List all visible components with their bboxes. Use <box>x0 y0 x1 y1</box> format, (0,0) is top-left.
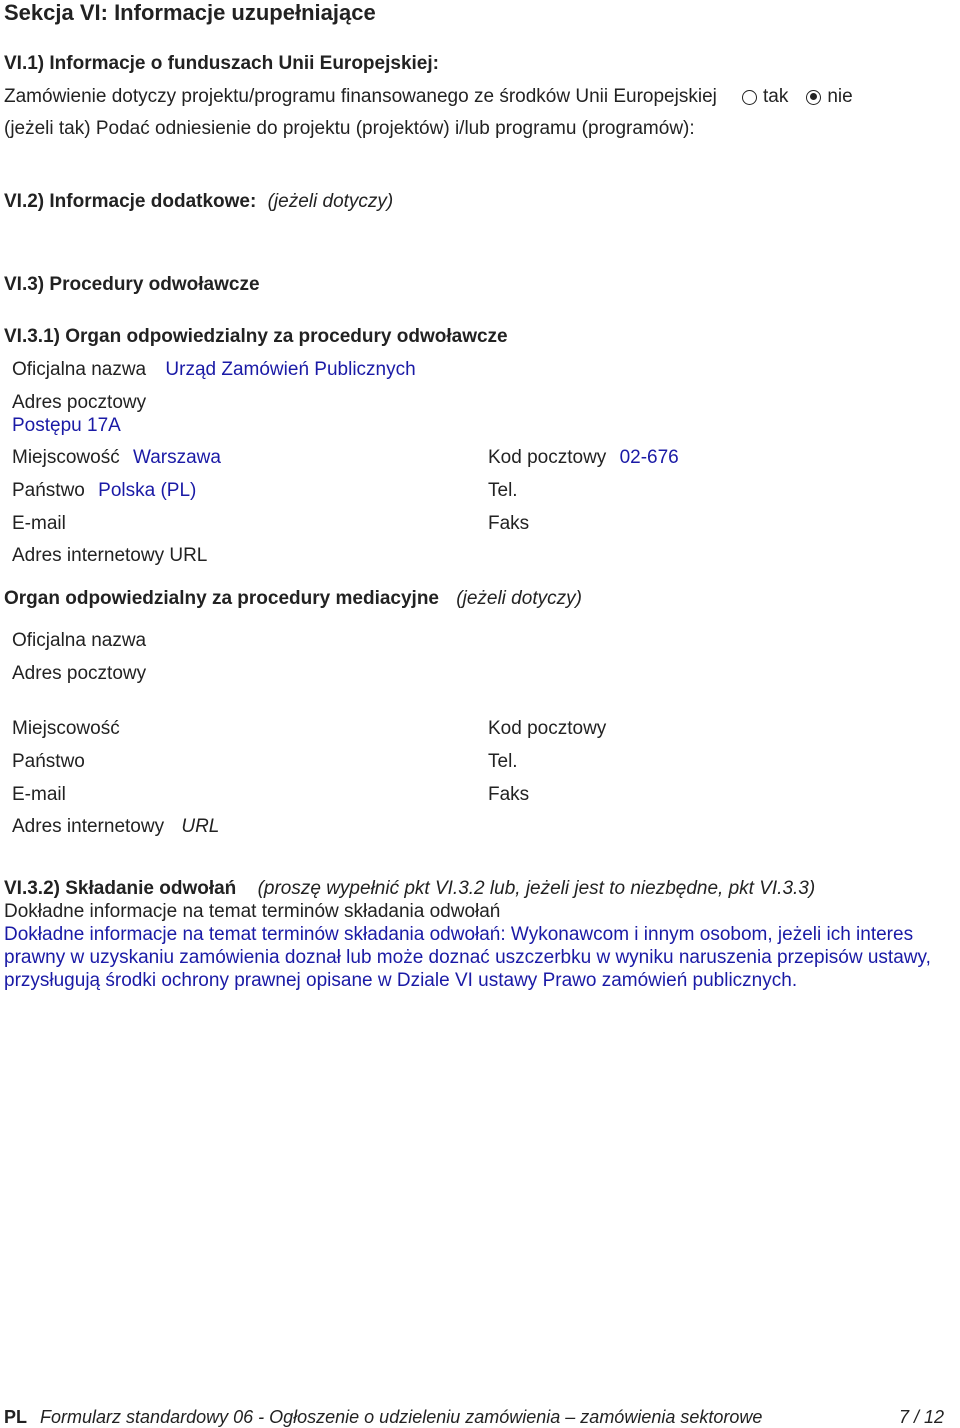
vi2-heading: VI.2) Informacje dodatkowe: <box>4 191 257 212</box>
footer-lang: PL <box>4 1407 28 1427</box>
vi2-note: (jeżeli dotyczy) <box>267 191 394 212</box>
footer-page-number: 7 / 12 <box>898 1407 944 1427</box>
postcode-row <box>488 447 679 470</box>
mediation-heading: Organ odpowiedzialny za procedury mediacyjne <box>4 588 439 609</box>
postcode-label: Kod pocztowy <box>488 447 607 468</box>
radio-yes[interactable] <box>742 90 757 105</box>
vi31-heading: VI.3.1) Organ odpowiedzialny za procedury odwoławcze <box>4 326 508 347</box>
official-name-label: Oficjalna nazwa <box>12 359 147 380</box>
country-label: Państwo <box>12 480 85 501</box>
vi32-details-value: Dokładne informacje na temat terminów składania odwołań: Wykonawcom i innym osobom, jeżeli ich interes prawny w uzyskaniu zamówienia doznał lub może doznać uszczerbku w wyniku naruszenia przepisów ustawy, przysługują środki ochrony prawnej opisane w Dziale VI ustawy Prawo zamówień publicznych. <box>4 924 931 991</box>
review-body-name-row <box>12 359 416 382</box>
mediation-note: (jeżeli dotyczy) <box>456 588 582 609</box>
radio-yes-label: tak <box>763 86 789 107</box>
mediation-country-label: Państwo <box>12 751 85 772</box>
city-row <box>12 447 221 470</box>
vi32-heading-row <box>4 878 815 901</box>
official-name-value: Urząd Zamówień Publicznych <box>165 359 416 380</box>
mediation-postcode-label: Kod pocztowy <box>488 718 607 739</box>
vi3-heading: VI.3) Procedury odwoławcze <box>4 274 260 295</box>
eu-funds-question: Zamówienie dotyczy projektu/programu finansowanego ze środków Unii Europejskiej <box>4 86 717 107</box>
postcode-value: 02-676 <box>619 447 679 468</box>
city-value: Warszawa <box>132 447 221 468</box>
vi2-row <box>4 191 393 214</box>
mediation-tel-label: Tel. <box>488 751 518 772</box>
page-footer <box>4 1407 944 1428</box>
mediation-address-label: Adres pocztowy <box>12 663 147 684</box>
footer-form-name: Formularz standardowy 06 - Ogłoszenie o udzieleniu zamówienia – zamówienia sektorowe <box>40 1407 763 1427</box>
city-label: Miejscowość <box>12 447 120 468</box>
mediation-fax-label: Faks <box>488 784 530 805</box>
url-label: Adres internetowy URL <box>12 545 208 566</box>
vi32-note: (proszę wypełnić pkt VI.3.2 lub, jeżeli jest to niezbędne, pkt VI.3.3) <box>257 878 816 899</box>
fax-label: Faks <box>488 513 530 534</box>
mediation-email-label: E-mail <box>12 784 66 805</box>
email-label: E-mail <box>12 513 66 534</box>
tel-label: Tel. <box>488 480 518 501</box>
radio-no[interactable] <box>806 90 821 105</box>
mediation-city-label: Miejscowość <box>12 718 120 739</box>
footer-form <box>4 1407 762 1428</box>
vi32-heading: VI.3.2) Składanie odwołań <box>4 878 237 899</box>
vi32-details-label: Dokładne informacje na temat terminów składania odwołań <box>4 901 501 922</box>
mediation-url-row <box>12 816 219 839</box>
radio-no-label: nie <box>827 86 853 107</box>
mediation-heading-row <box>4 588 582 611</box>
postal-address-value: Postępu 17A <box>12 415 121 436</box>
mediation-url-suffix: URL <box>181 816 220 837</box>
eu-project-reference-label: (jeżeli tak) Podać odniesienie do projektu (projektów) i/lub programu (programów): <box>4 118 695 139</box>
section-title: Sekcja VI: Informacje uzupełniające <box>4 0 376 25</box>
eu-funds-options <box>742 86 853 109</box>
country-value: Polska (PL) <box>98 480 197 501</box>
mediation-name-label: Oficjalna nazwa <box>12 630 147 651</box>
vi1-heading: VI.1) Informacje o funduszach Unii Europejskiej: <box>4 53 439 74</box>
postal-address-label: Adres pocztowy <box>12 392 147 413</box>
country-row <box>12 480 196 503</box>
mediation-url-label: Adres internetowy <box>12 816 165 837</box>
